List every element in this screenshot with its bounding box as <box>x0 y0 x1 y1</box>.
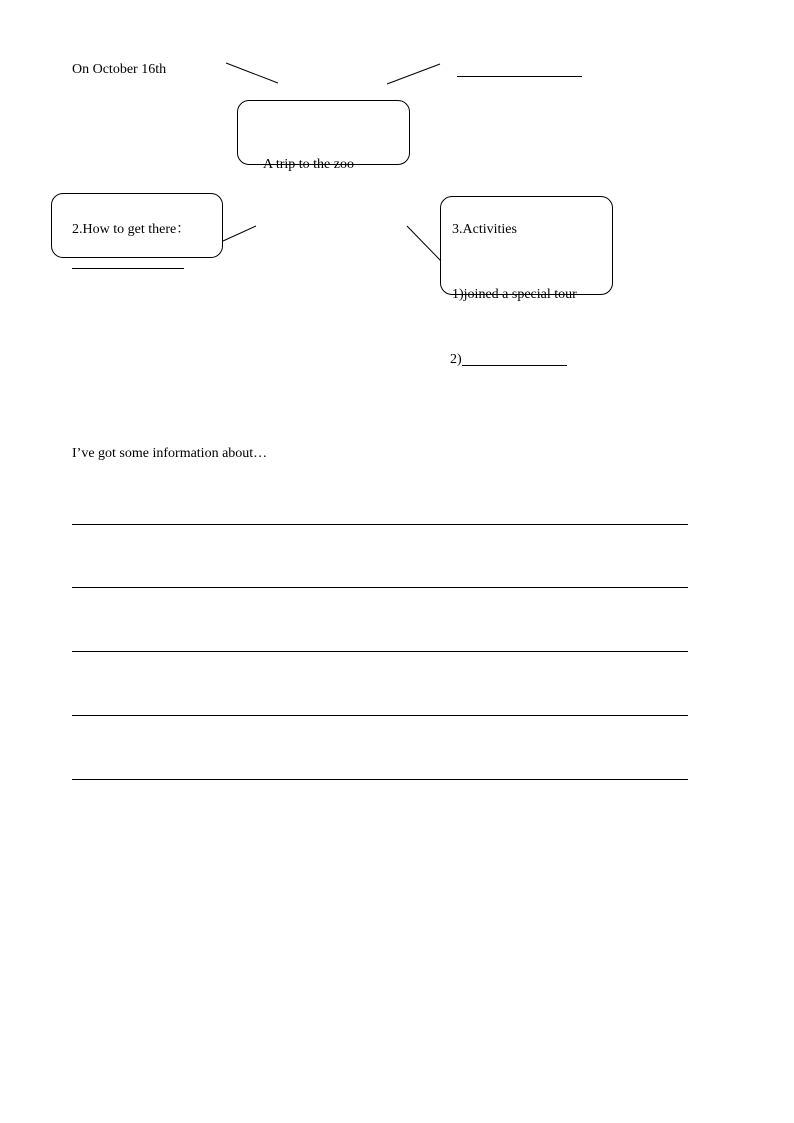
writing-line-2[interactable] <box>72 587 688 588</box>
center-topic-box <box>237 100 410 165</box>
date-label: On October 16th <box>72 62 167 77</box>
blank-line-activity-2[interactable] <box>462 365 567 366</box>
connector-topright <box>387 64 440 84</box>
how-to-get-there-label: 2.How to get there： <box>72 222 191 237</box>
activities-box <box>440 196 613 295</box>
activity-1: 1)joined a special tour <box>452 287 577 302</box>
center-topic-title: A trip to the zoo <box>263 157 354 172</box>
writing-prompt: I’ve got some information about… <box>72 446 268 461</box>
activities-label: 3.Activities <box>452 222 517 237</box>
connector-how <box>223 226 256 241</box>
connector-activities <box>407 226 441 261</box>
writing-line-3[interactable] <box>72 651 688 652</box>
connector-date <box>226 63 278 83</box>
writing-line-5[interactable] <box>72 779 688 780</box>
blank-line-how[interactable] <box>72 268 184 269</box>
writing-line-4[interactable] <box>72 715 688 716</box>
activity-2-prefix: 2) <box>450 352 462 367</box>
writing-line-1[interactable] <box>72 524 688 525</box>
blank-line-topright[interactable] <box>457 76 582 77</box>
